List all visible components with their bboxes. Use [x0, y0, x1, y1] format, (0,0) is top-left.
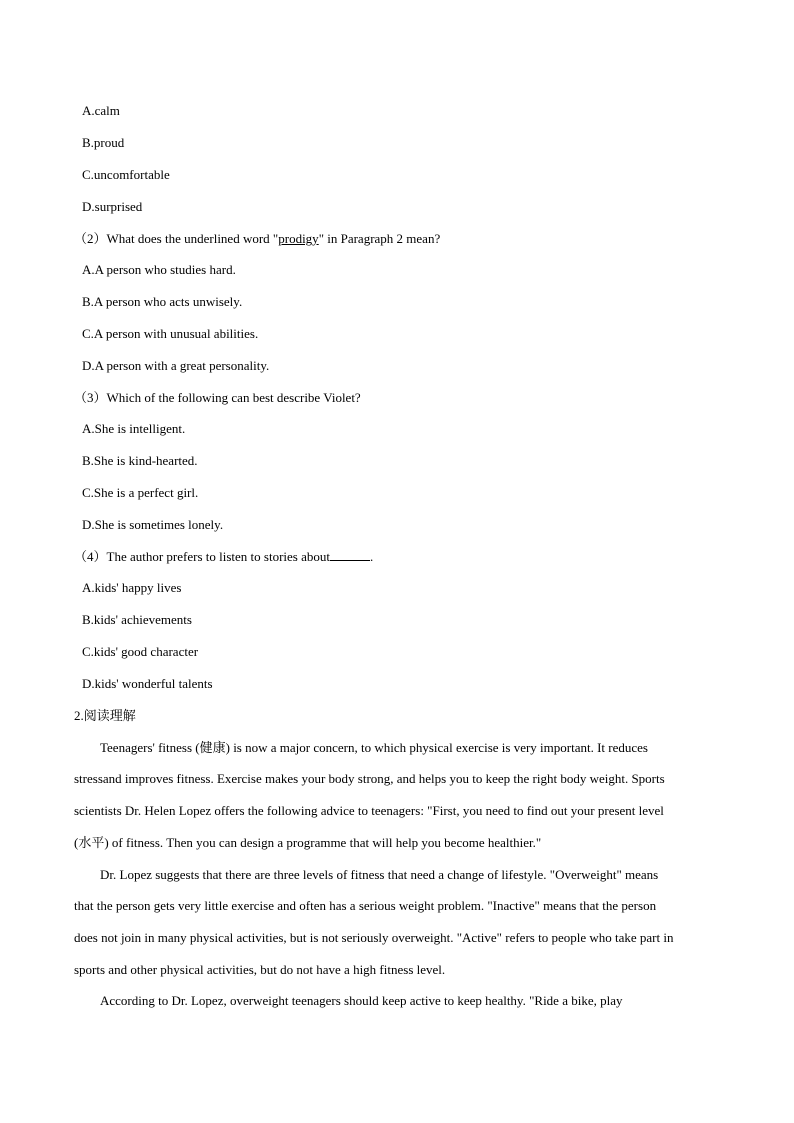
passage-line-8: sports and other physical activities, but do not have a high fitness level. [74, 962, 446, 977]
q4-option-c: C.kids' good character [82, 644, 199, 659]
q4-stem-end: . [369, 549, 374, 564]
q4-stem [74, 549, 373, 565]
q3-option-a: A.She is intelligent. [82, 421, 186, 436]
section-title: 2.阅读理解 [74, 708, 136, 723]
q1-option-c: C.uncomfortable [82, 167, 170, 182]
passage-line-5: Dr. Lopez suggests that there are three levels of fitness that need a change of lifestyle. "Overweight" means [100, 867, 659, 882]
passage-line-2: stressand improves fitness. Exercise makes your body strong, and helps you to keep the right body weight. Sports [74, 771, 665, 786]
q1-option-a: A.calm [82, 103, 120, 118]
q1-option-b: B.proud [82, 135, 125, 150]
q4-stem-text: （4）The author prefers to listen to stories about [74, 549, 330, 564]
q3-option-b: B.She is kind-hearted. [82, 453, 198, 468]
passage-line-6: that the person gets very little exercise and often has a serious weight problem. "Inactive" means that the person [74, 898, 657, 913]
passage-line-3: scientists Dr. Helen Lopez offers the following advice to teenagers: "First, you need to find out your present level [74, 803, 664, 818]
passage-line-7: does not join in many physical activities, but is not seriously overweight. "Active" refers to people who take part in [74, 930, 674, 945]
passage-line-9: According to Dr. Lopez, overweight teenagers should keep active to keep healthy. "Ride a bike, play [100, 993, 623, 1008]
passage-line-1: Teenagers' fitness (健康) is now a major concern, to which physical exercise is very important. It reduces [100, 740, 648, 755]
q2-stem: （2）What does the underlined word "prodigy" in Paragraph 2 mean? [74, 231, 441, 246]
q3-option-c: C.She is a perfect girl. [82, 485, 199, 500]
q4-option-a: A.kids' happy lives [82, 580, 182, 595]
q2-option-a: A.A person who studies hard. [82, 262, 236, 277]
q3-option-d: D.She is sometimes lonely. [82, 517, 224, 532]
q2-option-b: B.A person who acts unwisely. [82, 294, 243, 309]
q2-option-c: C.A person with unusual abilities. [82, 326, 259, 341]
q2-option-d: D.A person with a great personality. [82, 358, 270, 373]
q1-option-d: D.surprised [82, 199, 143, 214]
underlined-word: prodigy [278, 231, 319, 246]
q4-option-d: D.kids' wonderful talents [82, 676, 213, 691]
q3-stem: （3）Which of the following can best describe Violet? [74, 390, 361, 405]
q4-option-b: B.kids' achievements [82, 612, 192, 627]
answer-blank [330, 549, 370, 561]
passage-line-4: (水平) of fitness. Then you can design a programme that will help you become healthier." [74, 835, 542, 850]
